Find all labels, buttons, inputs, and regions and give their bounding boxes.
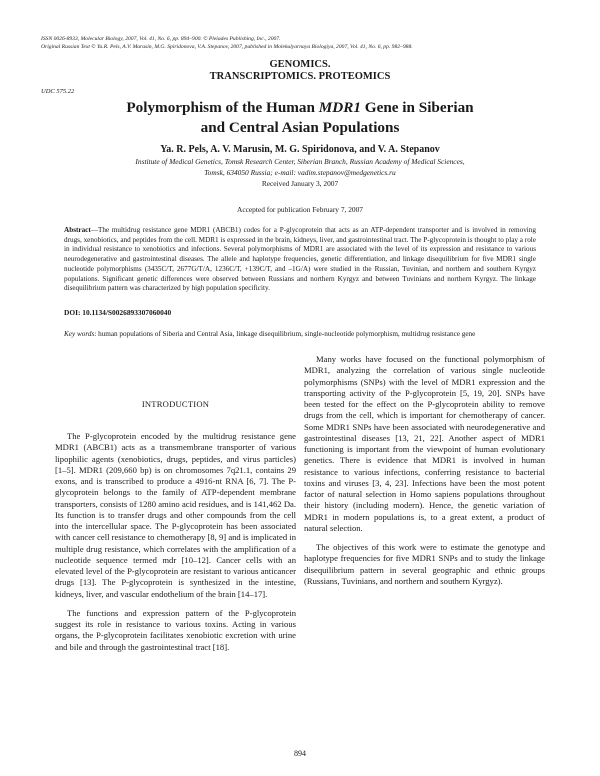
article-title-line1	[60, 98, 540, 118]
section-heading-line2: TRANSCRIPTOMICS. PROTEOMICS	[209, 71, 391, 82]
right-column	[304, 354, 545, 587]
accepted-date: Accepted for publication February 7, 2007	[236, 205, 363, 214]
journal-header-line1: ISSN 0026-8933, Molecular Biology, 2007, Vol. 41, No. 6, pp. 894–900. © Pleiades Publishing, Inc., 2007.	[41, 36, 281, 42]
paragraph: Many works have focused on the functional polymorphism of MDR1, analyzing the correlation of various single nucleotide polymorphisms (SNPs) with the level of MDR1 expression and the transporting activity of the P-glycoprotein [5, 19, 20]. SNPs have been tested for the effect on the P-glycoprotein ability to remove drugs from the cell, which is important for chemotherapy of cancer. Some MDR1 SNPs have been associated with neurodegenerative and gastrointestinal diseases [13, 21, 22]. Another aspect of MDR1 functioning is important from the viewpoint of human evolutionary genetics. There is evidence that MDR1 is involved in human resistance to various infections, conferring resistance to bacterial toxins and viruses [3, 4, 23]. Infections have been the most potent factor of natural selection in Homo sapiens populations throughout their history (including modern). Hence, the genetic variation of MDR1 in modern populations is, to a great extent, a product of natural selection.	[304, 354, 545, 533]
title-text: Polymorphism of the Human	[126, 99, 319, 116]
left-column	[55, 431, 296, 653]
article-title	[60, 98, 540, 138]
keywords-text: : human populations of Siberia and Central Asia, linkage disequilibrium, single-nucleotide polymorphism, multidrug resistance gene	[94, 330, 476, 338]
article-title-line2: and Central Asian Populations	[200, 119, 400, 136]
journal-header-line2: Original Russian Text © Ya.R. Pels, A.V. Marusin, M.G. Spiridonova, V.A. Stepanov, 2007, published in Molekulyarnaya Biologiya, 2007, Vol. 41, No. 6, pp. 982–988.	[41, 44, 413, 50]
title-gene: MDR1	[318, 99, 361, 116]
author-list: Ya. R. Pels, A. V. Marusin, M. G. Spiridonova, and V. A. Stepanov	[160, 144, 440, 155]
title-text: Gene in Siberian	[360, 99, 474, 116]
doi: DOI: 10.1134/S0026893307060040	[64, 308, 172, 317]
affiliation-line1: Institute of Medical Genetics, Tomsk Research Center, Siberian Branch, Russian Academy of Medical Sciences,	[135, 157, 465, 166]
abstract-label: Abstract	[64, 226, 91, 234]
keywords-label: Key words	[64, 330, 95, 338]
introduction-heading: INTRODUCTION	[141, 399, 210, 409]
paragraph: The objectives of this work were to estimate the genotype and haplotype frequencies for five MDR1 SNPs and to study the linkage disequilibrium pattern in several geographic and ethnic groups (Russians, Tuvinians, and northern and southern Kyrgyz).	[304, 542, 545, 586]
affiliation-line2: Tomsk, 634050 Russia; e-mail: vadim.stepanov@medgenetics.ru	[204, 167, 396, 177]
journal-header	[41, 35, 561, 51]
udc-code: UDC 575.22	[41, 88, 75, 95]
abstract-text: —The multidrug resistance gene MDR1 (ABCB1) codes for a P-glycoprotein that acts as an ATP-dependent transporter and is involved in removing drugs, xenobiotics, and peptides from the cell. MDR1 is expressed in the brain, kidneys, liver, and gastrointestinal tract. The P-glycoprotein is thought to play a role in individual resistance to xenobiotics and infections. Several polymorphisms of MDR1 are associated with the level of its expression and resistance to various neurodegenerative and gastrointestinal diseases. The allele and haplotype frequencies, genetic differentiation, and linkage disequilibrium for five MDR1 single nucleotide polymorphisms (3435C/T, 2677G/T/A, 1236C/T, +139C/T, and –1G/A) were studied in the Russian, Tuvinian, and northern and southern Kyrgyz populations. Significant genetic differences were observed between Russians and northern Kyrgyz and between Tuvinians and northern Kyrgyz. The linkage disequilibrium pattern was characterized by high population specificity.	[64, 226, 536, 293]
section-heading	[0, 59, 600, 83]
section-heading-line1: GENOMICS.	[269, 59, 331, 70]
page-number: 894	[294, 749, 306, 758]
received-date: Received January 3, 2007	[261, 179, 339, 188]
abstract	[64, 226, 536, 294]
affiliation	[50, 157, 550, 178]
keywords	[64, 330, 536, 340]
paragraph: The P-glycoprotein encoded by the multidrug resistance gene MDR1 (ABCB1) acts as a transmembrane transporter of various lipophilic agents (xenobiotics, drugs, peptides, and virus particles) [1–5]. MDR1 (209,660 bp) is on chromosomes 7q21.1, contains 29 exons, and is transcribed to produce a 4916-nt RNA [6, 7]. The P-glycoprotein belongs to the family of ATP-dependent membrane transporters, consists of 1280 amino acid residues, and is 141,462 Da. Its function is to transfer drugs and other compounds from the cell into the intercellular space. The P-glycoprotein has been associated with cancer cell resistance to chemotherapy [8, 9] and is implicated in multiple drug resistance, which correlates with the amplification of a nucleotide sequence termed mdr [10–12]. Cancer cells with an elevated level of the P-glycoprotein are resistant to various anticancer drugs [13]. The P-glycoprotein is synthesized in the intestine, kidneys, liver, and vascular endothelium of the brain [14–17].	[55, 431, 296, 599]
paragraph: The functions and expression pattern of the P-glycoprotein suggest its role in resistance to various toxins. Acting in various organs, the P-glycoprotein facilitates xenobiotic excretion with urine and bile and through the gastrointestinal tract [18].	[55, 607, 296, 652]
